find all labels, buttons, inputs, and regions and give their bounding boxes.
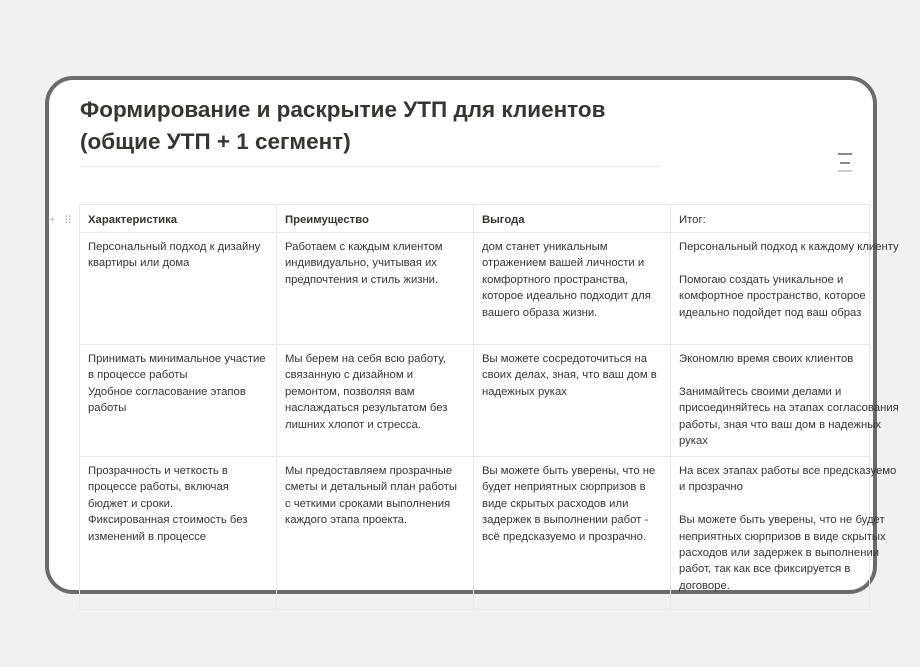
cell-line: работ, так как все фиксируется в [679, 563, 851, 576]
cell-line: комфортное пространство, которое [679, 290, 866, 303]
table-cell[interactable] [671, 345, 899, 457]
row-handle[interactable] [49, 214, 79, 228]
cell-line: договоре. [679, 579, 730, 592]
cell-text: Вы можете сосредоточиться на своих делах, зная, что ваш дом в надежных руках [482, 353, 657, 398]
notion-page-window [45, 76, 899, 594]
table-cell[interactable] [277, 233, 474, 345]
cell-line: Занимайтесь своими делами и [679, 385, 842, 398]
drag-handle-icon[interactable]: ⠿ [64, 215, 72, 227]
utp-table [79, 204, 899, 604]
cell-line: Помогаю создать уникальное и [679, 273, 844, 286]
table-cell[interactable] [474, 345, 671, 457]
table-cell[interactable] [671, 457, 897, 610]
header-benefit[interactable]: Выгода [474, 205, 671, 233]
header-characteristic[interactable]: Характеристика [80, 205, 277, 233]
header-result[interactable]: Итог: [671, 205, 870, 233]
cell-line: Прозрачность и четкость в процессе работы, включая бюджет и сроки. [88, 465, 229, 510]
cell-text: Работаем с каждым клиентом индивидуально, учитывая их предпочтения и стиль жизни. [285, 241, 443, 286]
table-row [80, 457, 870, 610]
page-title-line-2: (общие УТП + 1 сегмент) [80, 129, 351, 154]
header-advantage[interactable]: Преимущество [277, 205, 474, 233]
cell-line: расходов или задержек в выполнении [679, 547, 880, 560]
cell-line: Вы можете быть уверены, что не будет [679, 514, 885, 527]
page-title-line-1: Формирование и раскрытие УТП для клиентов [80, 97, 606, 122]
cell-line: неприятных сюрпризов в виде скрытых [679, 530, 886, 543]
page-title [80, 94, 670, 158]
cell-line: руках [679, 435, 708, 448]
table-cell[interactable] [80, 457, 277, 610]
table-row [80, 345, 870, 457]
cell-text: Персональный подход к дизайну квартиры или дома [88, 241, 261, 270]
cell-paragraph [679, 463, 897, 496]
cell-text: дом станет уникальным отражением вашей личности и комфортного пространства, которое идеально подходит для вашего образа жизни. [482, 241, 651, 319]
table-cell[interactable] [80, 345, 277, 457]
plus-icon[interactable]: + [49, 214, 56, 226]
table-cell[interactable] [671, 233, 899, 345]
table-header-row [80, 205, 870, 233]
cell-line: На всех этапах работы все предсказуемо [679, 465, 897, 477]
cell-line: работы, зная что ваш дом в надежных [679, 418, 882, 431]
cell-paragraph [679, 384, 899, 450]
cell-text: Мы берем на себя всю работу, связанную с дизайном и ремонтом, позволяя вам наслаждаться результатом без лишних хлопот и стресса. [285, 353, 448, 431]
cell-text: Мы предоставляем прозрачные сметы и детальный план работы с четкими сроками выполнения каждого этапа проекта. [285, 465, 458, 527]
cell-line: присоединяйтесь на этапах согласования [679, 402, 899, 415]
cell-text: Персональный подход к каждому клиенту [679, 241, 899, 253]
cell-text: Вы можете быть уверены, что не будет неприятных сюрпризов в виде скрытых расходов или задержек в выполнении работ - всё предсказуемо и прозрачно. [482, 465, 656, 543]
table-cell[interactable] [474, 233, 671, 345]
cell-line: Принимать минимальное участие в процессе работы [88, 353, 266, 382]
table-cell[interactable] [277, 457, 474, 610]
cell-line: и прозрачно [679, 481, 743, 494]
cell-text: Экономлю время своих клиентов [679, 353, 854, 365]
table-cell[interactable] [277, 345, 474, 457]
cell-line: Удобное согласование этапов работы [88, 385, 246, 415]
table-row [80, 233, 870, 345]
title-divider [80, 166, 660, 167]
table-cell[interactable] [80, 233, 277, 345]
table-cell[interactable] [474, 457, 671, 610]
cell-line: Фиксированная стоимость без изменений в процессе [88, 514, 248, 543]
cell-line: идеально подойдет под ваш образ [679, 306, 862, 319]
cell-paragraph [679, 272, 866, 321]
table-of-contents-icon[interactable] [838, 150, 852, 174]
cell-paragraph [679, 512, 886, 594]
